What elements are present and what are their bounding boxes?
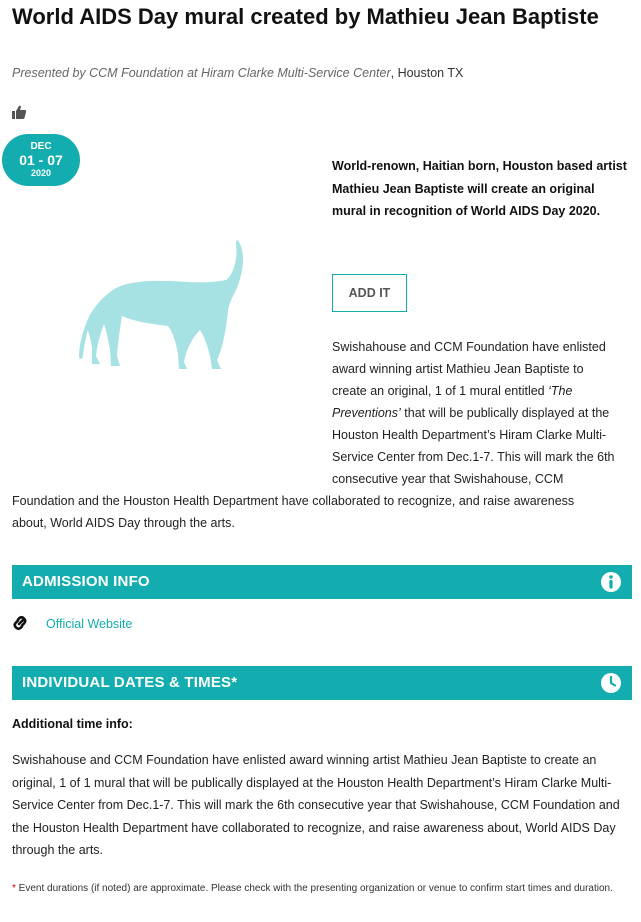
description-text: create an original, 1 of 1 mural entitled	[332, 384, 549, 398]
description-line: Houston Health Department’s Hiram Clarke Multi-	[332, 428, 607, 442]
date-badge	[2, 134, 80, 186]
description-line	[332, 380, 572, 402]
add-it-button[interactable]: ADD IT	[332, 274, 407, 312]
footnote	[12, 878, 632, 900]
event-presenter	[12, 66, 463, 80]
mural-title: ‘The	[548, 384, 573, 398]
additional-time-text: Swishahouse and CCM Foundation have enlisted award winning artist Mathieu Jean Baptiste to create an original, 1 of 1 mural that will be publically displayed at the Houston Health Department’s Hiram Clarke Multi-Service Center from Dec.1-7. This will mark the 6th consecutive year that Swishahouse, CCM Foundation and the Houston Health Department have collaborated to recognize, and raise awareness about, World AIDS Day through the arts.	[12, 753, 620, 857]
dates-times-heading: INDIVIDUAL DATES & TIMES*	[22, 674, 238, 691]
footnote-text: Event durations (if noted) are approximate. Please check with the presenting organization or venue to confirm start times and duration.	[15, 883, 613, 894]
description-line: award winning artist Mathieu Jean Baptiste to	[332, 362, 584, 376]
dates-times-header	[12, 666, 632, 700]
thumbs-up-icon[interactable]	[11, 104, 27, 120]
additional-time-title: Additional time info:	[12, 717, 133, 731]
description-line	[332, 402, 609, 424]
date-days: 01 - 07	[19, 152, 63, 168]
description-line: consecutive year that Swishahouse, CCM	[332, 472, 564, 486]
clock-icon	[600, 672, 622, 694]
description-line: Swishahouse and CCM Foundation have enlisted	[332, 340, 606, 354]
official-website-link[interactable]: Official Website	[46, 617, 133, 631]
description-line: about, World AIDS Day through the arts.	[12, 516, 235, 530]
description-line: Service Center from Dec.1-7. This will mark the 6th	[332, 450, 615, 464]
description-line: Foundation and the Houston Health Department have collaborated to recognize, and raise awareness	[12, 494, 575, 508]
footnote-star: *	[12, 883, 16, 894]
event-location: , Houston TX	[390, 66, 464, 80]
page-title: World AIDS Day mural created by Mathieu Jean Baptiste	[12, 4, 599, 29]
mural-title: Preventions’	[332, 406, 401, 420]
presenter-text: Presented by CCM Foundation at Hiram Clarke Multi-Service Center	[12, 66, 391, 80]
dog-illustration	[76, 236, 252, 376]
admission-info-header	[12, 565, 632, 599]
description-text: that will be publically displayed at the	[400, 406, 610, 420]
date-year: 2020	[30, 168, 52, 178]
link-icon	[11, 614, 29, 632]
date-month: DEC	[30, 141, 52, 152]
info-icon	[600, 571, 622, 593]
admission-info-heading: ADMISSION INFO	[22, 573, 150, 590]
event-intro: World-renown, Haitian born, Houston based artist Mathieu Jean Baptiste will create an original mural in recognition of World AIDS Day 2020.	[332, 159, 627, 218]
